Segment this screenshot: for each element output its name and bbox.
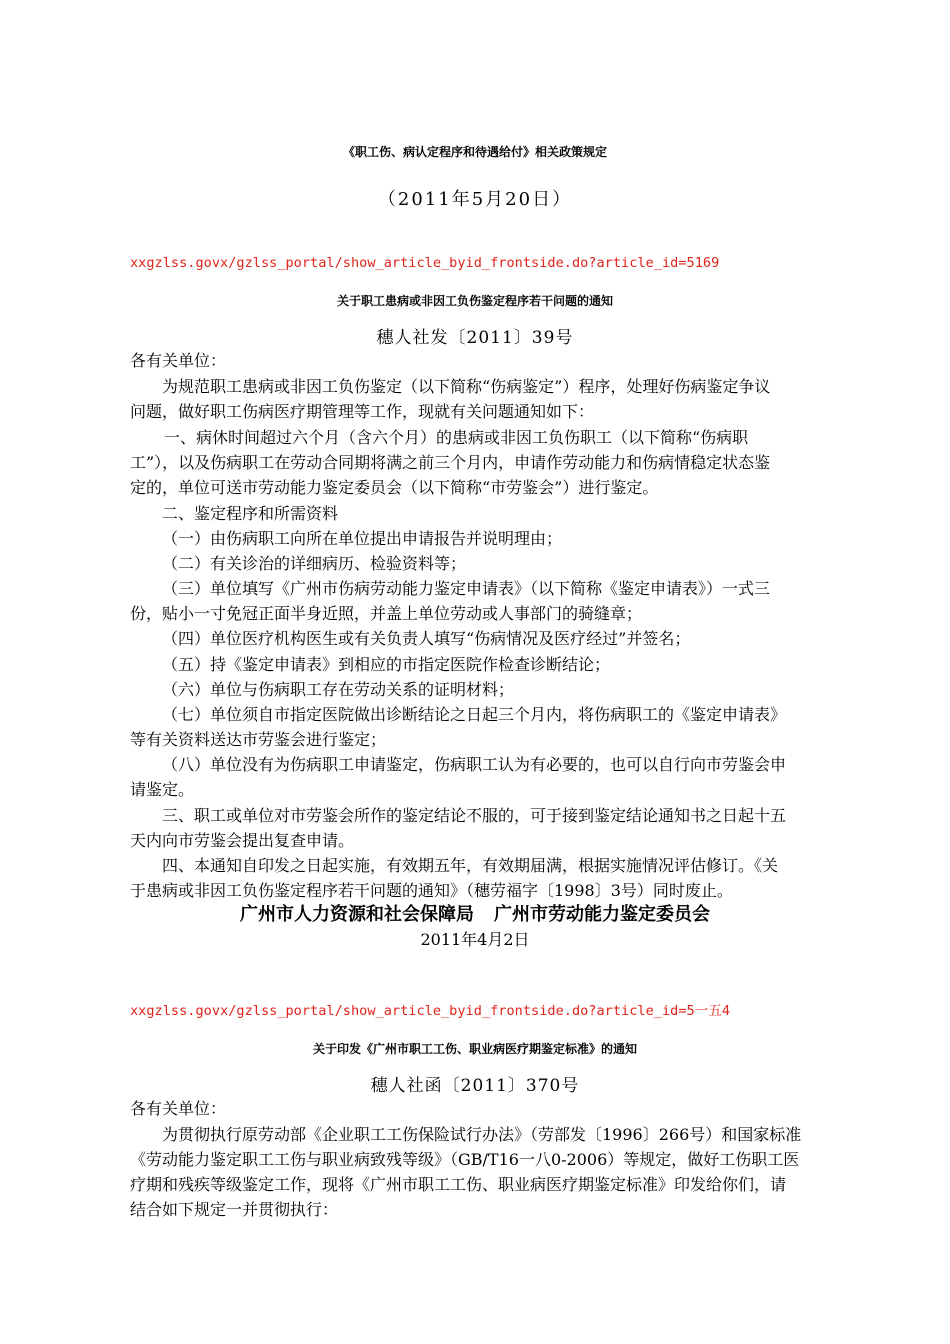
notice1-sign-date: 2011年4月2日 <box>420 930 530 949</box>
notice2-title: 关于印发《广州市职工工伤、职业病医疗期鉴定标准》的通知 <box>312 1042 637 1056</box>
notice2-line: 疗期和残疾等级鉴定工作，现将《广州市职工工伤、职业病医疗期鉴定标准》印发给你们，请 <box>130 1175 787 1194</box>
notice1-line: （四）单位医疗机构医生或有关负责人填写“伤病情况及医疗经过”并签名； <box>162 629 691 648</box>
notice1-signers <box>0 903 950 927</box>
notice1-line: （三）单位填写《广州市伤病劳动能力鉴定申请表》（以下简称《鉴定申请表》）一式三 <box>162 579 771 598</box>
page-title: 《职工伤、病认定程序和待遇给付》相关政策规定 <box>342 145 607 159</box>
notice1-line: 请鉴定。 <box>130 780 195 799</box>
notice1-line: 三、职工或单位对市劳鉴会所作的鉴定结论不服的，可于接到鉴定结论通知书之日起十五 <box>162 806 787 825</box>
notice1-doc-number: 穗人社发〔2011〕39号 <box>376 328 574 348</box>
notice1-line: 四、本通知自印发之日起实施，有效期五年，有效期届满，根据实施情况评估修订。《关 <box>162 856 779 875</box>
notice1-line: 份，贴小一寸免冠正面半身近照，并盖上单位劳动或人事部门的骑缝章； <box>130 604 643 623</box>
notice1-line: （二）有关诊治的详细病历、检验资料等； <box>162 554 467 573</box>
notice1-line: 天内向市劳鉴会提出复查申请。 <box>130 831 355 850</box>
notice1-title: 关于职工患病或非因工负伤鉴定程序若干问题的通知 <box>336 294 613 308</box>
notice1-line: 定的，单位可送市劳动能力鉴定委员会（以下简称“市劳鉴会”）进行鉴定。 <box>130 478 659 497</box>
notice1-line: 问题，做好职工伤病医疗期管理等工作，现就有关问题通知如下： <box>130 402 595 421</box>
notice1-line: （六）单位与伤病职工存在劳动关系的证明材料； <box>162 680 515 699</box>
notice1-line: 一、病休时间超过六个月（含六个月）的患病或非因工负伤职工（以下简称“伤病职 <box>164 428 749 447</box>
notice2-line: 《劳动能力鉴定职工工伤与职业病致残等级》（GB/T16一八0-2006）等规定，做好工伤职工医 <box>130 1150 800 1169</box>
notice1-url-link[interactable]: xxgzlss.govx/gzlss_portal/show_article_byid_frontside.do?article_id=5169 <box>130 255 720 271</box>
notice2-line: 为贯彻执行原劳动部《企业职工工伤保险试行办法》（劳部发〔1996〕266号）和国家标准 <box>162 1125 802 1144</box>
notice1-line: （八）单位没有为伤病职工申请鉴定，伤病职工认为有必要的，也可以自行向市劳鉴会申 <box>162 755 787 774</box>
signer-hr-bureau: 广州市人力资源和社会保障局 <box>240 904 474 925</box>
notice1-line: （一）由伤病职工向所在单位提出申请报告并说明理由； <box>162 529 563 548</box>
notice1-line: 为规范职工患病或非因工负伤鉴定（以下简称“伤病鉴定”）程序，处理好伤病鉴定争议 <box>162 377 771 396</box>
notice2-url-link[interactable]: xxgzlss.govx/gzlss_portal/show_article_byid_frontside.do?article_id=5一五4 <box>130 1003 731 1019</box>
notice1-line: 二、鉴定程序和所需资料 <box>162 504 339 523</box>
notice1-line: 等有关资料送达市劳鉴会进行鉴定； <box>130 730 387 749</box>
notice2-addressee: 各有关单位： <box>130 1099 227 1118</box>
notice2-line: 结合如下规定一并贯彻执行： <box>130 1200 339 1219</box>
signer-labor-committee: 广州市劳动能力鉴定委员会 <box>494 904 710 925</box>
notice1-addressee: 各有关单位： <box>130 351 227 370</box>
notice1-line: 工”），以及伤病职工在劳动合同期将满之前三个月内，申请作劳动能力和伤病情稳定状态鉴 <box>130 453 771 472</box>
page-date: （2011年5月20日） <box>377 189 573 210</box>
notice2-doc-number: 穗人社函〔2011〕370号 <box>370 1076 580 1096</box>
notice1-line: （五）持《鉴定申请表》到相应的市指定医院作检查诊断结论； <box>162 655 611 674</box>
notice1-line: （七）单位须自市指定医院做出诊断结论之日起三个月内，将伤病职工的《鉴定申请表》 <box>162 705 787 724</box>
notice1-line: 于患病或非因工负伤鉴定程序若干问题的通知》（穗劳福字〔1998〕3号）同时废止。 <box>130 881 733 900</box>
